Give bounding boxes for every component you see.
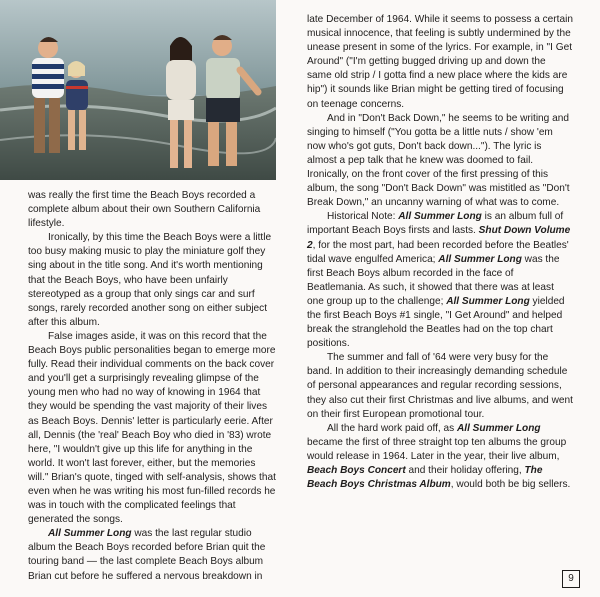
- right-paragraph-2: And in "Don't Back Down," he seems to be writing and singing to himself ("You gotta be a little nuts / show 'em now who's got guts, Don't back down..."). The lyric is almost a pep talk that he knew was doomed to fail. Ironically, on the front cover of the first pressing of this album, the song "Don't Back Down" was mistitled as "Don't Break Down," an uncanny warning of what was to come.: [307, 112, 570, 209]
- historical-note-text: is an album full of important Beach Boys firsts and lasts.: [307, 211, 564, 237]
- album-title: All Summer Long: [48, 528, 132, 540]
- page-number: 9: [562, 570, 580, 588]
- album-title: Shut Down Volume 2: [307, 225, 571, 251]
- paragraph-text: became the first of three straight top ten albums the group would release in 1964. Later in the year, their live album,: [307, 436, 567, 462]
- album-title: All Summer Long: [446, 295, 530, 307]
- right-paragraph-4: The summer and fall of '64 were very busy for the band. In addition to their increasingly demanding schedule of personal appearances and regular recording sessions, they also cut their first Christmas and live albums, and went on their first European promotional tour.: [307, 352, 573, 420]
- paragraph-text: All the hard work paid off, as: [327, 422, 457, 434]
- left-paragraph-4: [28, 527, 278, 583]
- beach-photo-illustration: [0, 0, 276, 180]
- left-paragraph-3: False images aside, it was on this record that the Beach Boys public personalities began to emerge more fully. Read their individual comments on the back cover and you'll get a surprisingly revealing glimpse of the young men who had no way of knowing in 1964 that they would be spending the vast majority of their lives as Beach Boys. Dennis' letter is particularly eerie. After all, Dennis (the 'real' Beach Boy who died in '83) wrote here, "I wouldn't give up this life for anything in the world. It won't last forever, either, but the memories will." Brian's quote, tinged with self-analysis, shows that even when he was writing his most fun-filled records he was in touch with the complicated feelings that generated the songs.: [28, 330, 276, 526]
- paragraph-text: and their holiday offering,: [405, 465, 525, 476]
- album-title: All Summer Long: [438, 253, 522, 265]
- historical-note-text: , for the most part, had been recorded before the Beatles' tidal wave engulfed America;: [307, 239, 569, 265]
- historical-note-text: Historical Note:: [327, 211, 399, 223]
- right-paragraph-5: [307, 422, 573, 492]
- left-text-column: [28, 189, 278, 584]
- historical-note-text: was the first Beach Boys album recorded in the face of Beatlemania. As such, it showed that there was at least one group up to the challenge;: [307, 253, 560, 307]
- right-text-column: [307, 13, 573, 492]
- album-title: All Summer Long: [398, 211, 482, 223]
- left-paragraph-1: was really the first time the Beach Boys recorded a complete album about their own Southern California lifestyle.: [28, 190, 261, 230]
- album-title: All Summer Long: [456, 422, 541, 434]
- right-paragraph-3: [307, 210, 573, 351]
- beach-photo: [0, 0, 276, 180]
- historical-note-text: yielded the first Beach Boys #1 single, "I Get Around" and helped break the stranglehold the Beatles had on the top chart positions.: [307, 295, 565, 350]
- left-paragraph-2: Ironically, by this time the Beach Boys were a little too busy making music to play the miniature golf they sing about in the title song. And it's worth mentioning that the Beach Boys, who have been unfairly stereotyped as a group that only sings car and surf songs, rarely recorded another song on either subject after this album.: [28, 232, 272, 328]
- album-title: Beach Boys Concert: [307, 465, 406, 476]
- album-title: The Beach Boys Christmas Album: [307, 465, 543, 491]
- left-paragraph-4-text: was the last regular studio album the Beach Boys recorded before Brian quit the touring band — the last complete Beach Boys album Brian cut before he suffered a nervous breakdown in: [28, 528, 266, 582]
- right-paragraph-1: late December of 1964. While it seems to possess a certain musical innocence, that feeling is subtly undermined by the unease present in some of the lyrics. For example, in "I Get Around" ("I'm getting bugged driving up and down the same old strip / I gotta find a new place where the kids are hip") it sounds like Brian might be getting tired of focusing on teenage concerns.: [307, 14, 573, 110]
- paragraph-text: , would both be big sellers.: [450, 479, 571, 491]
